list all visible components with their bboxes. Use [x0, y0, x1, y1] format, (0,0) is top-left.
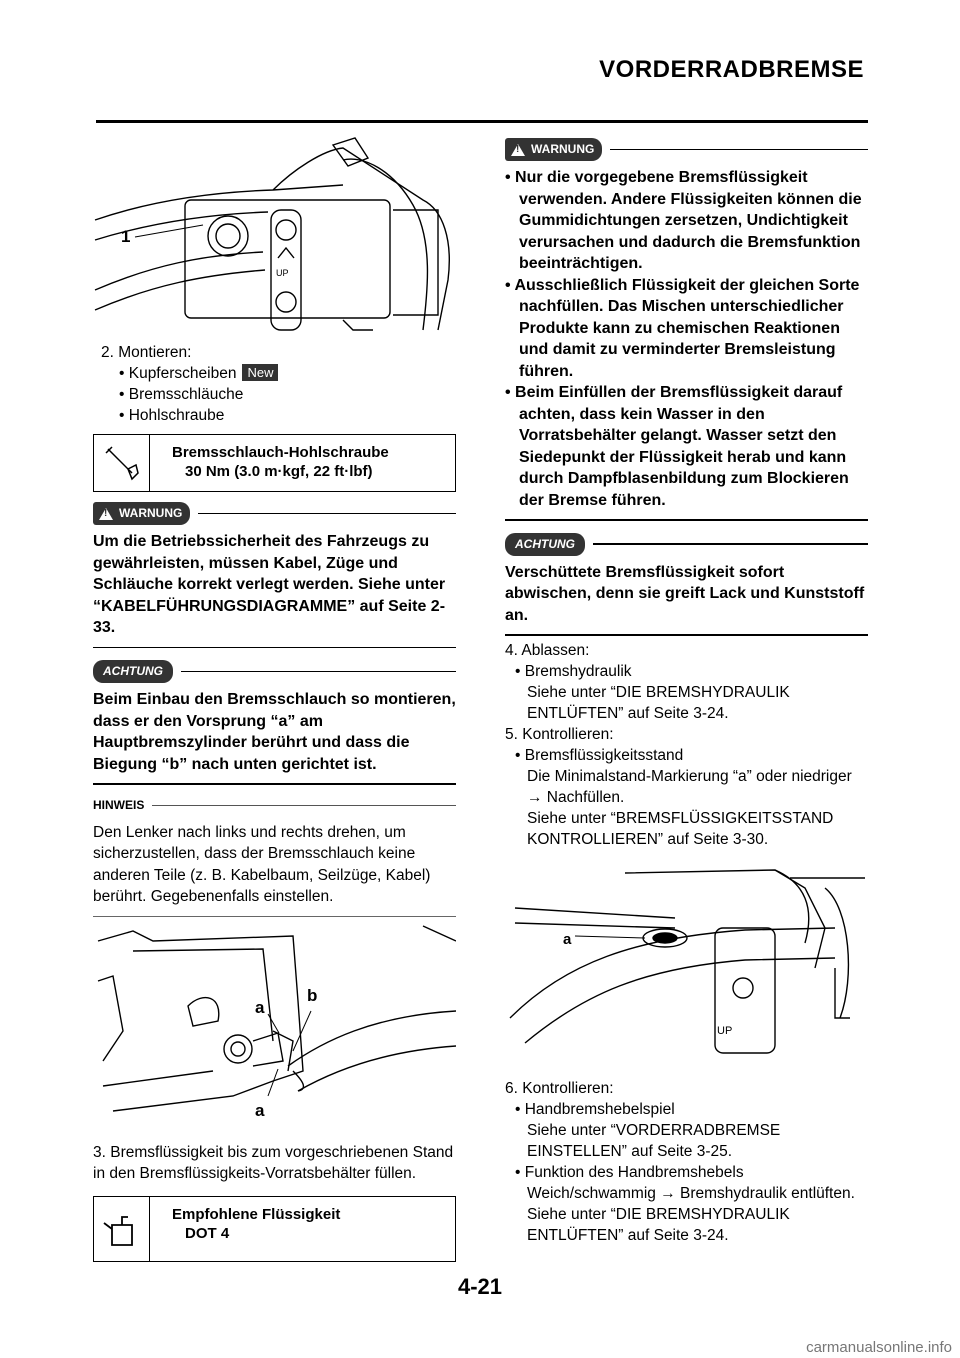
- step-6: [505, 1078, 868, 1246]
- page-number: 4-21: [457, 1274, 503, 1299]
- torque-title: Bremsschlauch-Hohlschraube: [172, 444, 389, 461]
- achtung-badge: ACHTUNG: [93, 660, 173, 683]
- step-5-text-1: Die Minimalstand-Markierung “a” oder niedriger → Nachfüllen.: [527, 767, 852, 806]
- fluid-spec-box: [93, 1196, 456, 1262]
- hinweis-header: [93, 795, 456, 816]
- new-badge: New: [242, 364, 278, 381]
- figure-1-up-mark: UP: [276, 268, 289, 278]
- warning-triangle-icon: !: [99, 508, 113, 520]
- torque-value: 30 Nm (3.0 m·kgf, 22 ft·lbf): [185, 463, 373, 480]
- figure-fluid-level: [505, 868, 868, 1068]
- oil-can-icon: [94, 1197, 150, 1261]
- step-6-ref-2: Siehe unter “DIE BREMSHYDRAULIK ENTLÜFTEN” auf Seite 3-24.: [527, 1205, 790, 1244]
- warning-header-right: [505, 138, 868, 161]
- step-6-item-2: • Funktion des Handbremshebels: [515, 1163, 744, 1181]
- page-title: VORDERRADBREMSE: [599, 56, 864, 83]
- step-6-ref-1: Siehe unter “VORDERRADBREMSE EINSTELLEN” auf Seite 3-25.: [527, 1121, 781, 1160]
- steps-4-5: [505, 640, 868, 850]
- step-3: [93, 1142, 456, 1184]
- figure-3-drawing: [505, 868, 868, 1068]
- step-5-item: • Bremsflüssigkeitsstand: [515, 746, 684, 764]
- warning-label-right: WARNUNG: [531, 142, 595, 156]
- step-2-item-brake-hoses: • Bremsschläuche: [119, 386, 244, 403]
- torque-spec-box: [93, 434, 456, 492]
- achtung-end-rule: [93, 783, 456, 785]
- step-2-item-copper-washers: • Kupferscheiben: [119, 365, 237, 382]
- hinweis-end-rule: [93, 916, 456, 917]
- step-2-title: 2. Montieren:: [101, 344, 192, 361]
- step-2: [93, 342, 456, 426]
- header-rule: [96, 120, 868, 123]
- left-column: [93, 130, 456, 1272]
- achtung-header-right: [505, 533, 868, 556]
- warning-end-rule: [93, 647, 456, 649]
- warning-header-left: [93, 502, 456, 525]
- step-4-ref: Siehe unter “DIE BREMSHYDRAULIK ENTLÜFTEN” auf Seite 3-24.: [527, 683, 790, 722]
- warning-text-left: Um die Betriebssicherheit des Fahrzeugs zu gewährleisten, müssen Kabel, Züge und Schläuche korrekt verlegt werden. Siehe unter “KABELFÜHRUNGSDIAGRAMME” auf Seite 2-33.: [93, 533, 446, 636]
- figure-3-up-mark: UP: [717, 1024, 733, 1037]
- step-3-text: 3. Bremsflüssigkeit bis zum vorgeschriebenen Stand in den Bremsflüssigkeits-Vorratsbehälter füllen.: [93, 1143, 454, 1182]
- achtung-text-right: Verschüttete Bremsflüssigkeit sofort abwischen, denn sie greift Lack und Kunststoff an.: [505, 563, 865, 624]
- step-2-item-union-bolt: • Hohlschraube: [119, 407, 225, 424]
- warning-triangle-icon: !: [511, 144, 525, 156]
- right-column: [505, 130, 868, 1246]
- hinweis-text: Den Lenker nach links und rechts drehen, um sicherzustellen, dass der Bremsschlauch keine anderen Teile (z. B. Kabelbaum, Seilzüge, Kabel) berührt. Gegebenenfalls einstellen.: [93, 823, 431, 905]
- footer-watermark[interactable]: carmanualsonline.info: [806, 1339, 952, 1356]
- step-5-text-2: Siehe unter “BREMSFLÜSSIGKEITSSTAND KONTROLLIEREN” auf Seite 3-30.: [527, 809, 834, 848]
- figure-2-label-a-top: a: [255, 997, 265, 1017]
- achtung-header-left: [93, 660, 456, 683]
- figure-2-label-a-bottom: a: [255, 1100, 265, 1120]
- figure-brake-hose-banjo: [93, 130, 456, 342]
- warning-badge-right: [505, 138, 602, 161]
- warning-badge: [93, 502, 190, 525]
- torque-wrench-icon: [94, 435, 150, 491]
- step-6-text-2: Weich/schwammig → Bremshydraulik entlüften.: [527, 1184, 855, 1202]
- achtung-text-left: Beim Einbau den Bremsschlauch so montieren, dass er den Vorsprung “a” am Hauptbremszylinder berührt und dass die Biegung “b” nach unten gerichtet ist.: [93, 691, 456, 773]
- step-6-item-1: • Handbremshebelspiel: [515, 1100, 675, 1118]
- figure-2-drawing: [93, 921, 456, 1136]
- step-4-title: 4. Ablassen:: [505, 641, 590, 659]
- warning-item-2: • Ausschließlich Flüssigkeit der gleichen Sorte nachfüllen. Das Mischen unterschiedlicher Produkte kann zu chemischen Reaktionen und damit zu verminderter Bremsleistung führen.: [505, 276, 860, 380]
- step-5-title: 5. Kontrollieren:: [505, 725, 614, 743]
- achtung-badge-right: ACHTUNG: [505, 533, 585, 556]
- fluid-title: Empfohlene Flüssigkeit: [172, 1205, 341, 1223]
- figure-1-label-1: 1: [121, 227, 131, 246]
- warning-item-3: • Beim Einfüllen der Bremsflüssigkeit darauf achten, dass kein Wasser in den Vorratsbehälter gelangt. Wasser setzt den Siedepunkt der Flüssigkeit herab und kann durch Dampfblasenbildung zum Blockieren der Bremse führen.: [505, 384, 849, 509]
- figure-2-label-b: b: [307, 985, 318, 1005]
- fluid-value: DOT 4: [185, 1224, 230, 1242]
- step-4-item: • Bremshydraulik: [515, 662, 632, 680]
- figure-1-drawing: [93, 130, 456, 342]
- figure-3-label-a: a: [563, 930, 572, 948]
- warning-label: WARNUNG: [119, 506, 183, 520]
- warning-list-right: [505, 167, 868, 511]
- step-6-title: 6. Kontrollieren:: [505, 1079, 614, 1097]
- warning-end-rule-right: [505, 519, 868, 521]
- achtung-end-rule-right: [505, 634, 868, 636]
- warning-item-1: • Nur die vorgegebene Bremsflüssigkeit verwenden. Andere Flüssigkeiten können die Gummidichtungen zersetzen, Undichtigkeit verursachen und dadurch die Bremsfunktion beeinträchtigen.: [505, 169, 862, 272]
- figure-master-cylinder: [93, 921, 456, 1136]
- hinweis-label: HINWEIS: [93, 797, 145, 812]
